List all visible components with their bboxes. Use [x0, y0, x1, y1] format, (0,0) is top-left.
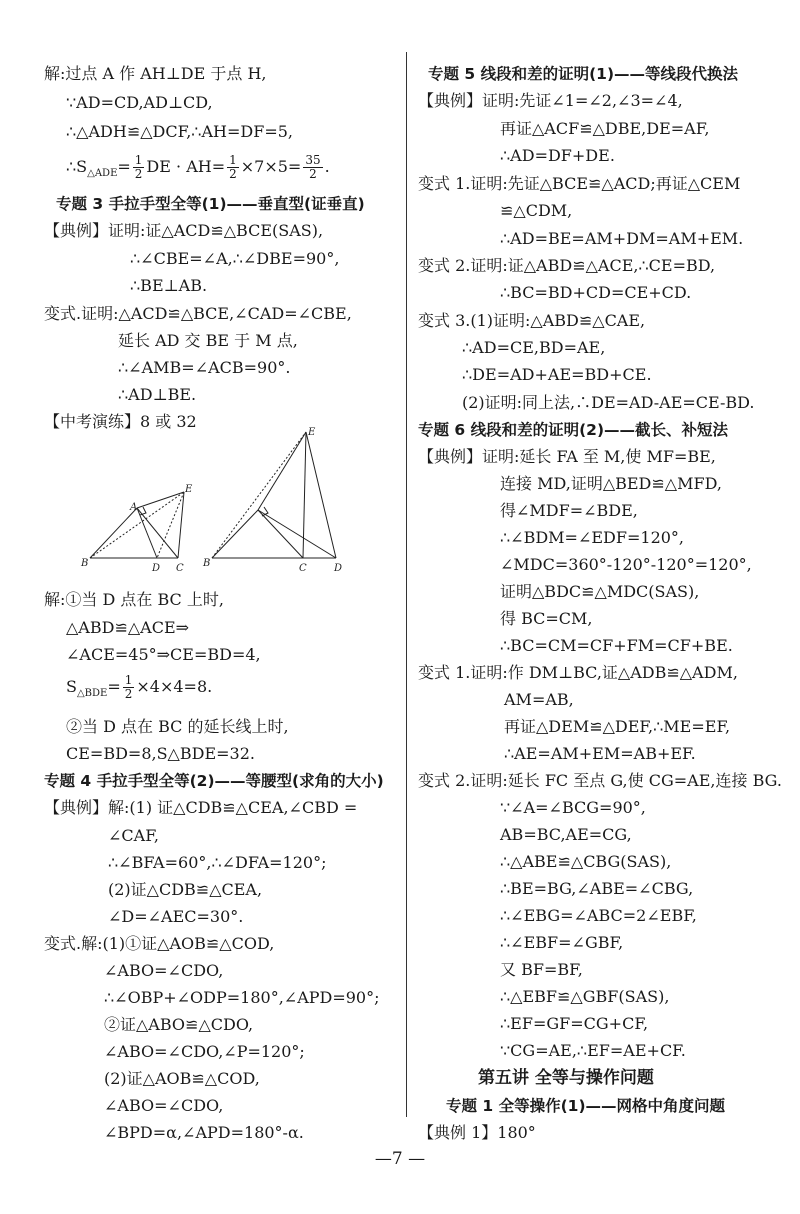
text-line: 变式.证明:△ACD≌△BCE,∠CAD=∠CBE, [44, 304, 352, 323]
formula-text: = [107, 677, 121, 696]
text-line: AB=BC,AE=CG, [500, 825, 632, 844]
fraction-denominator: 2 [309, 167, 317, 181]
text-line: ∠MDC=360°-120°-120°=120°, [500, 555, 752, 574]
text-line: 变式 2.证明:证△ABD≌△ACE,∴CE=BD, [418, 256, 716, 275]
fraction-numerator: 1 [229, 153, 237, 167]
text-line: 延长 AD 交 BE 于 M 点, [118, 331, 298, 350]
segment-ac [137, 508, 178, 558]
segment-ed-2 [306, 432, 336, 558]
text-line: (2)证明:同上法,∴DE=AD-AE=CE-BD. [462, 393, 755, 412]
segment-ad-2 [258, 510, 336, 558]
fig2-label-c: C [299, 563, 307, 574]
text-line: ∠ABO=∠CDO,∠P=120°; [104, 1042, 305, 1061]
text-line: 得 BC=CM, [500, 609, 593, 628]
text-line: 【典例】证明:先证∠1=∠2,∠3=∠4, [418, 91, 683, 110]
segment-ec [178, 492, 184, 558]
text-line: ∴∠BFA=60°,∴∠DFA=120°; [108, 853, 327, 872]
fig2-label-e: E [308, 427, 316, 438]
text-line: ∠ABO=∠CDO, [104, 961, 224, 980]
text-line: (2)证△CDB≌△CEA, [108, 880, 263, 899]
text-line: 【典例】证明:延长 FA 至 M,使 MF=BE, [418, 447, 716, 466]
segment-ad [137, 508, 157, 558]
fraction [227, 154, 239, 181]
formula-text: . [324, 157, 330, 176]
fig1-label-d: D [152, 563, 161, 574]
page-number: —7 — [374, 1149, 426, 1169]
text-line: ②证△ABO≌△CDO, [104, 1015, 254, 1034]
text-line: ∴AE=AM+EM=AB+EF. [504, 744, 696, 763]
segment-ba [90, 508, 137, 558]
text-line: 又 BF=BF, [500, 960, 583, 979]
segment-be-2 [212, 432, 306, 558]
formula-text: ∴S [66, 157, 88, 176]
text-line: (2)证△AOB≌△COD, [104, 1069, 260, 1088]
text-line: ∴∠EBG=∠ABC=2∠EBF, [500, 906, 697, 925]
section-heading: 专题 4 手拉手型全等(2)——等腰型(求角的大小) [44, 772, 384, 790]
text-line: △ABD≌△ACE⇒ [66, 618, 190, 637]
text-line: 连接 MD,证明△BED≌△MFD, [500, 474, 722, 493]
subscript: △ADE [87, 168, 118, 180]
section-heading: 专题 6 线段和差的证明(2)——截长、补短法 [418, 421, 729, 439]
text-line: AM=AB, [504, 690, 574, 709]
text-line: 解:①当 D 点在 BC 上时, [44, 590, 224, 609]
text-line: CE=BD=8,S△BDE=32. [66, 744, 255, 763]
text-line: ∵∠A=∠BCG=90°, [500, 798, 646, 817]
text-line: ∴AD=DF+DE. [500, 146, 615, 165]
text-line: 【典例】解:(1) 证△CDB≌△CEA,∠CBD = [44, 798, 358, 817]
text-line: 【典例 1】180° [418, 1123, 536, 1142]
segment-ae-2 [258, 432, 306, 510]
section-heading: 专题 3 手拉手型全等(1)——垂直型(证垂直) [56, 195, 365, 213]
text-line: ∴△ADH≌△DCF,∴AH=DF=5, [66, 122, 293, 141]
figure-2 [202, 427, 342, 574]
fig1-label-a: A [130, 502, 138, 513]
text-line: 【中考演练】8 或 32 [44, 412, 197, 431]
text-line: ∴∠AMB=∠ACB=90°. [118, 358, 291, 377]
formula-line [66, 152, 330, 189]
fig1-label-b: B [81, 558, 89, 569]
fraction-denominator: 2 [134, 167, 143, 181]
fraction-numerator: 1 [134, 153, 143, 167]
section-heading: 专题 5 线段和差的证明(1)——等线段代换法 [428, 65, 739, 83]
text-line: 变式 1.证明:作 DM⊥BC,证△ADB≌△ADM, [418, 663, 738, 682]
text-line: ∴BE=BG,∠ABE=∠CBG, [500, 879, 694, 898]
lecture-title: 第五讲 全等与操作问题 [478, 1068, 654, 1088]
fig2-label-d: D [334, 563, 343, 574]
text-line: ∵CG=AE,∴EF=AE+CF. [500, 1041, 686, 1060]
text-line: ∴BC=BD+CD=CE+CD. [500, 283, 692, 302]
text-line: ∠CAF, [108, 826, 159, 845]
text-line: ∠D=∠AEC=30°. [108, 907, 244, 926]
text-line: ∴EF=GF=CG+CF, [500, 1014, 649, 1033]
text-line: 变式 2.证明:延长 FC 至点 G,使 CG=AE,连接 BG. [418, 771, 782, 790]
segment-ae [137, 492, 184, 508]
column-divider [406, 52, 407, 1117]
text-line: ∠ACE=45°⇒CE=BD=4, [66, 645, 261, 664]
subscript: △BDE [76, 688, 108, 700]
formula-text: ×7×5= [240, 157, 302, 176]
fig1-label-c: C [176, 563, 184, 574]
text-line: ∴AD⊥BE. [118, 385, 197, 404]
fraction-denominator: 2 [124, 687, 133, 701]
figure-1 [80, 484, 193, 574]
text-line: ∴AD=BE=AM+DM=AM+EM. [500, 229, 744, 248]
fraction-numerator: 1 [124, 673, 133, 687]
fig2-label-b: B [203, 558, 211, 569]
text-line: 变式 3.(1)证明:△ABD≌△CAE, [418, 311, 646, 330]
text-line: 再证△ACF≌△DBE,DE=AF, [500, 119, 710, 138]
text-line: ∵AD=CD,AD⊥CD, [66, 93, 213, 112]
geometry-figures [80, 425, 352, 575]
segment-ba-2 [212, 510, 258, 558]
formula-text: DE · AH= [146, 157, 226, 176]
text-line: ∴AD=CE,BD=AE, [462, 338, 606, 357]
text-line: ∴BC=CM=CF+FM=CF+BE. [500, 636, 733, 655]
text-line: 证明△BDC≌△MDC(SAS), [500, 582, 700, 601]
text-line: ∠ABO=∠CDO, [104, 1096, 224, 1115]
formula-text: S [66, 677, 77, 696]
formula-text: ×4×4=8. [136, 677, 213, 696]
fraction [303, 154, 322, 181]
text-line: ∴∠EBF=∠GBF, [500, 933, 624, 952]
text-line: ∴△EBF≌△GBF(SAS), [500, 987, 670, 1006]
text-line: 【典例】证明:证△ACD≌△BCE(SAS), [44, 221, 324, 240]
text-line: ∠BPD=α,∠APD=180°-α. [104, 1123, 304, 1142]
text-line: ∴△ABE≌△CBG(SAS), [500, 852, 672, 871]
fraction [133, 154, 145, 181]
text-line: 变式 1.证明:先证△BCE≌△ACD;再证△CEM [418, 174, 741, 193]
text-line: 得∠MDF=∠BDE, [500, 501, 638, 520]
text-line: ②当 D 点在 BC 的延长线上时, [66, 717, 289, 736]
formula-line [66, 672, 212, 709]
text-line: ∴∠BDM=∠EDF=120°, [500, 528, 685, 547]
right-angle-a [140, 507, 146, 515]
text-line: ∴BE⊥AB. [130, 276, 208, 295]
fraction-numerator: 35 [305, 153, 321, 167]
fraction [123, 674, 135, 701]
text-line: 再证△DEM≌△DEF,∴ME=EF, [504, 717, 731, 736]
text-line: 解:过点 A 作 AH⊥DE 于点 H, [44, 64, 267, 83]
text-line: ∴∠OBP+∠ODP=180°,∠APD=90°; [104, 988, 380, 1007]
formula-text: = [117, 157, 131, 176]
text-line: ≌△CDM, [500, 201, 573, 220]
text-line: ∴∠CBE=∠A,∴∠DBE=90°, [130, 249, 340, 268]
fig1-label-e: E [185, 484, 193, 495]
text-line: 变式.解:(1)①证△AOB≌△COD, [44, 934, 275, 953]
fraction-denominator: 2 [229, 167, 237, 181]
text-line: ∴DE=AD+AE=BD+CE. [462, 365, 652, 384]
section-heading: 专题 1 全等操作(1)——网格中角度问题 [446, 1097, 726, 1115]
